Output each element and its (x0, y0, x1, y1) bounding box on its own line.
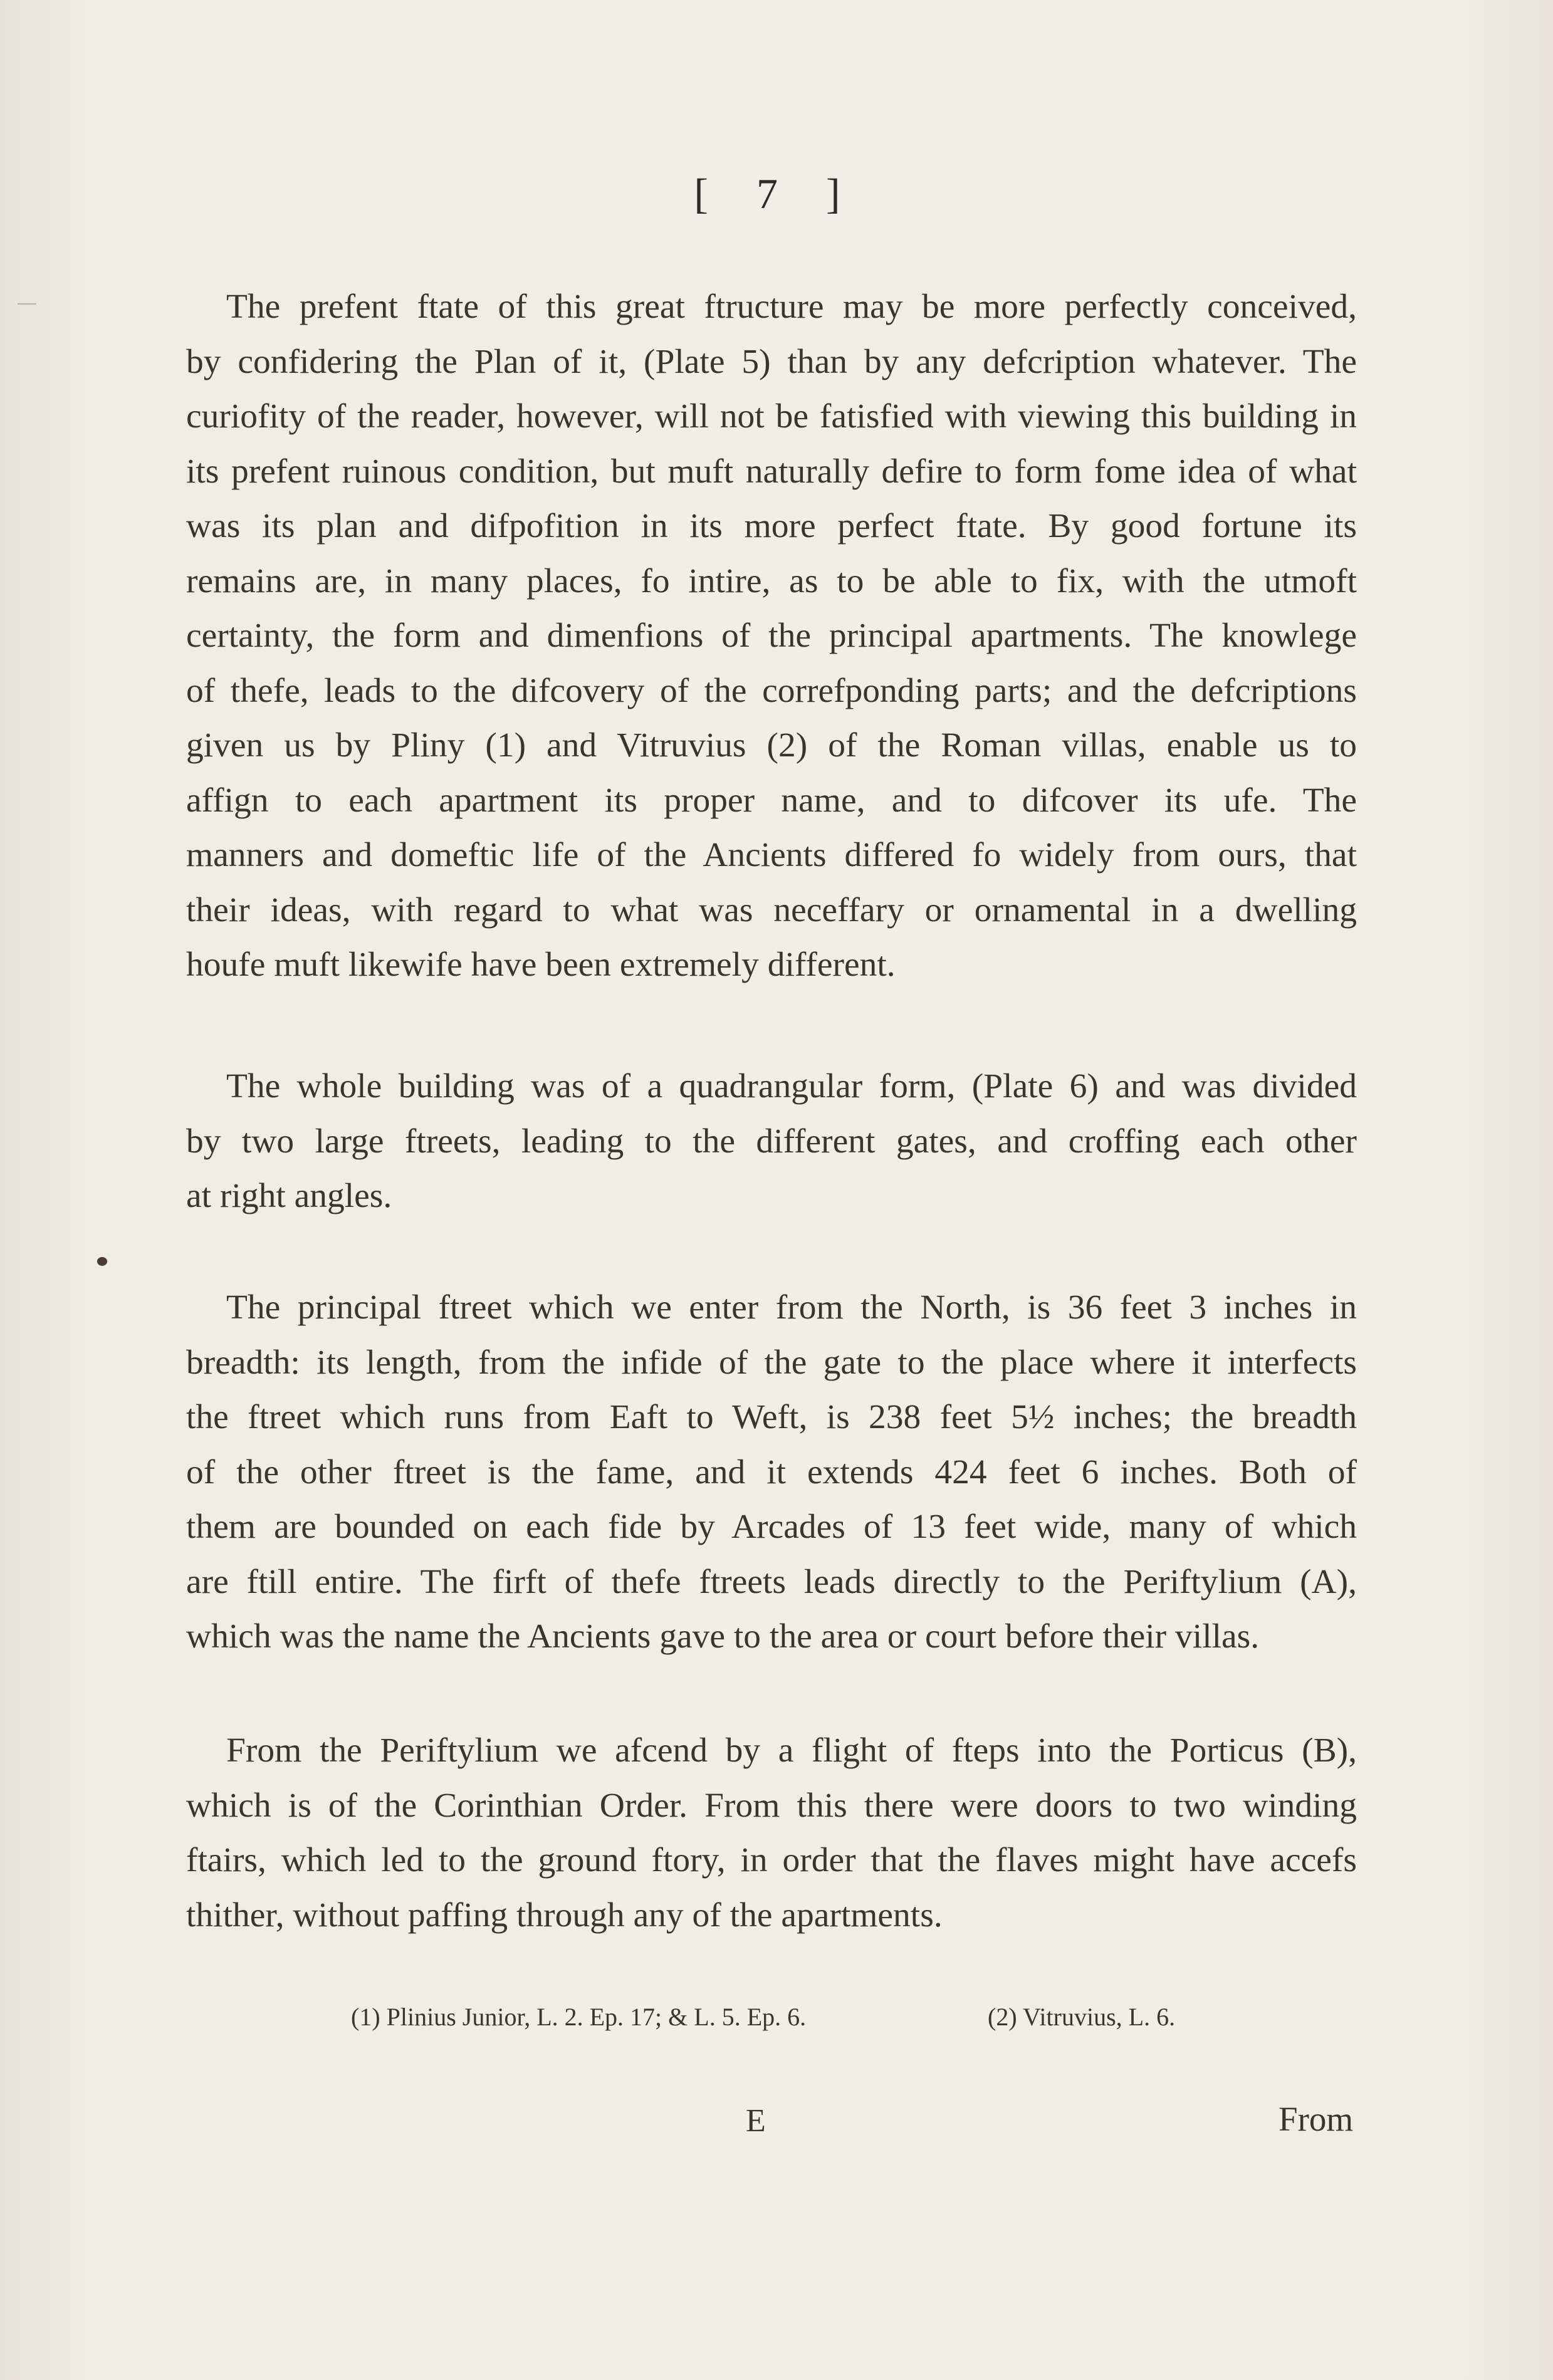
text-line: given us by Pliny (1) and Vitruvius (2) of the Roman villas, enable us to (186, 726, 1357, 765)
text-line: certainty, the form and dimenfions of the principal apartments. The knowlege (186, 617, 1357, 655)
text-line: its prefent ruinous condition, but muft naturally defire to form fome idea of what (186, 452, 1357, 491)
text-line: The whole building was of a quadrangular form, (Plate 6) and was divided (226, 1067, 1357, 1105)
text-line: curiofity of the reader, however, will not be fatisfied with viewing this building in (186, 397, 1357, 436)
text-line: The prefent ftate of this great ftructure may be more perfectly conceived, (226, 288, 1357, 326)
paragraph-3 (186, 1280, 1357, 1664)
paragraph-2 (186, 1059, 1357, 1224)
text-line: of the other ftreet is the fame, and it extends 424 feet 6 inches. Both of (186, 1453, 1357, 1491)
margin-dash-mark (18, 303, 36, 305)
paragraph-4 (186, 1723, 1357, 1943)
text-line: manners and domeftic life of the Ancients differed fo widely from ours, that (186, 836, 1357, 874)
text-line: at right angles. (186, 1177, 392, 1215)
text-line: The principal ftreet which we enter from the North, is 36 feet 3 inches in (226, 1288, 1357, 1327)
footnote-2: (2) Vitruvius, L. 6. (988, 2003, 1176, 2031)
footnote-1: (1) Plinius Junior, L. 2. Ep. 17; & L. 5. Ep. 6. (351, 2003, 807, 2031)
text-line: the ftreet which runs from Eaft to Weft, is 238 feet 5½ inches; the breadth (186, 1398, 1357, 1436)
text-line: ftairs, which led to the ground ftory, in order that the flaves might have accefs (186, 1841, 1357, 1879)
text-line: them are bounded on each fide by Arcades of 13 feet wide, many of which (186, 1508, 1357, 1546)
text-line: remains are, in many places, fo intire, as to be able to fix, with the utmoft (186, 561, 1357, 600)
text-line: thither, without paffing through any of the apartments. (186, 1896, 943, 1934)
page-number: [ 7 ] (694, 170, 859, 217)
ink-spot (97, 1257, 107, 1266)
paragraph-1 (186, 279, 1357, 993)
text-line: breadth: its length, from the infide of the gate to the place where it interfects (186, 1343, 1357, 1382)
text-line: by confidering the Plan of it, (Plate 5) than by any defcription whatever. The (186, 342, 1357, 381)
text-line: of thefe, leads to the difcovery of the correfponding parts; and the defcriptions (186, 671, 1357, 710)
signature-mark: E (746, 2103, 766, 2139)
text-line: their ideas, with regard to what was neceffary or ornamental in a dwelling (186, 890, 1357, 929)
text-line: which was the name the Ancients gave to the area or court before their villas. (186, 1617, 1260, 1656)
text-line: From the Periftylium we afcend by a flight of fteps into the Porticus (B), (226, 1731, 1357, 1770)
text-line: houfe muft likewife have been extremely different. (186, 946, 896, 984)
text-line: was its plan and difpofition in its more perfect ftate. By good fortune its (186, 507, 1357, 545)
text-line: which is of the Corinthian Order. From this there were doors to two winding (186, 1786, 1357, 1825)
text-line: affign to each apartment its proper name, and to difcover its ufe. The (186, 781, 1357, 820)
text-line: by two large ftreets, leading to the different gates, and croffing each other (186, 1122, 1357, 1161)
text-line: are ftill entire. The firft of thefe ftreets leads directly to the Periftylium (A), (186, 1562, 1357, 1601)
catchword: From (1278, 2100, 1354, 2138)
